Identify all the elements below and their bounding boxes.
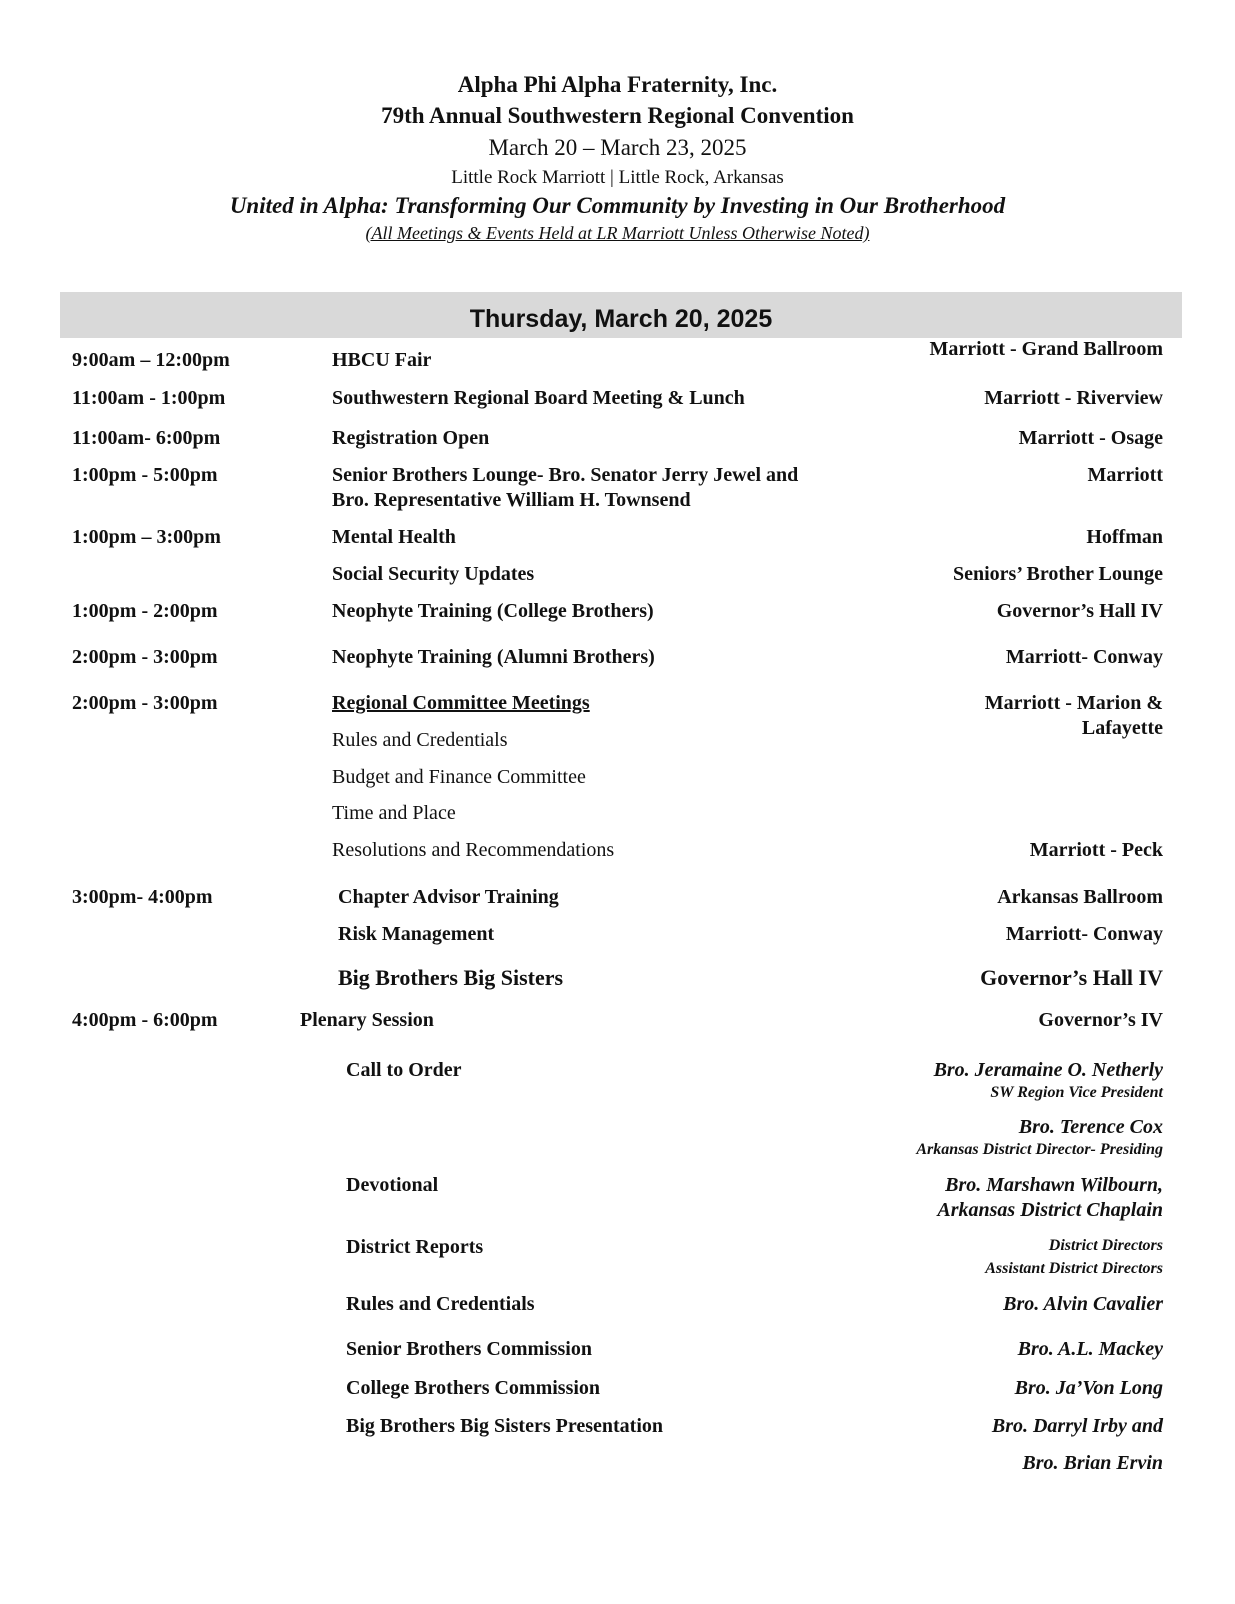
plenary-item: Devotional — [346, 1174, 439, 1196]
row-time: 1:00pm – 3:00pm — [72, 526, 221, 548]
plenary-presenter-line2: Arkansas District Chaplain — [937, 1199, 1163, 1221]
row-event-line1: Senior Brothers Lounge- Bro. Senator Jerry Jewel and — [332, 464, 799, 486]
row-time: 1:00pm - 5:00pm — [72, 464, 218, 486]
row-event: Risk Management — [338, 923, 495, 945]
row-event: Neophyte Training (Alumni Brothers) — [332, 646, 655, 668]
row-time: 11:00am - 1:00pm — [72, 387, 226, 409]
row-time: 9:00am – 12:00pm — [72, 349, 230, 371]
row-location-line2: Lafayette — [1081, 717, 1163, 739]
plenary-item: Rules and Credentials — [346, 1293, 535, 1315]
committee-item: Rules and Credentials — [332, 729, 508, 751]
plenary-presenter: Bro. Alvin Cavalier — [1003, 1293, 1163, 1315]
row-time: 11:00am- 6:00pm — [72, 427, 221, 449]
plenary-presenter-line1: Bro. Marshawn Wilbourn, — [945, 1174, 1163, 1196]
row-location: Marriott - Riverview — [984, 387, 1163, 409]
row-location: Hoffman — [1086, 526, 1163, 548]
plenary-item: District Reports — [346, 1236, 484, 1258]
row-event: Neophyte Training (College Brothers) — [332, 600, 654, 622]
row-event: Social Security Updates — [332, 563, 535, 585]
venue-note: (All Meetings & Events Held at LR Marriott Unless Otherwise Noted) — [365, 223, 870, 243]
row-event: Mental Health — [332, 526, 456, 548]
row-location: Arkansas Ballroom — [997, 886, 1163, 908]
plenary-presenter-role: Assistant District Directors — [985, 1260, 1163, 1277]
row-location-line1: Marriott - Marion & — [984, 692, 1163, 714]
row-location: Governor’s IV — [1038, 1009, 1163, 1031]
row-location: Governor’s Hall IV — [996, 600, 1163, 622]
row-location: Marriott- Conway — [1005, 646, 1163, 668]
plenary-item: Call to Order — [346, 1059, 462, 1081]
plenary-presenter: Bro. Darryl Irby and — [991, 1415, 1163, 1437]
row-time: 1:00pm - 2:00pm — [72, 600, 218, 622]
row-location: Seniors’ Brother Lounge — [952, 563, 1163, 585]
plenary-presenter: Bro. A.L. Mackey — [1017, 1338, 1163, 1360]
row-location: Governor’s Hall IV — [980, 965, 1163, 990]
row-location: Marriott - Peck — [1029, 839, 1163, 861]
convention-theme: United in Alpha: Transforming Our Community by Investing in Our Brotherhood — [229, 193, 1006, 218]
row-location: Marriott- Conway — [1005, 923, 1163, 945]
row-location: Marriott — [1087, 464, 1163, 486]
convention-dates: March 20 – March 23, 2025 — [488, 135, 747, 160]
plenary-item: Senior Brothers Commission — [346, 1338, 592, 1360]
row-time: 3:00pm- 4:00pm — [72, 886, 213, 908]
row-time: 2:00pm - 3:00pm — [72, 646, 218, 668]
row-event: HBCU Fair — [332, 349, 432, 371]
committee-item: Time and Place — [332, 802, 456, 824]
row-event: Chapter Advisor Training — [338, 886, 559, 908]
row-event: Registration Open — [332, 427, 490, 449]
plenary-presenter: Bro. Brian Ervin — [1022, 1452, 1163, 1474]
row-time: 4:00pm - 6:00pm — [72, 1009, 218, 1031]
row-event: Southwestern Regional Board Meeting & Lunch — [332, 387, 745, 409]
row-location: Marriott - Osage — [1018, 427, 1163, 449]
row-event: Big Brothers Big Sisters — [338, 965, 564, 990]
row-time: 2:00pm - 3:00pm — [72, 692, 218, 714]
plenary-presenter: Bro. Jeramaine O. Netherly — [933, 1059, 1163, 1081]
plenary-presenter-role: SW Region Vice President — [990, 1084, 1163, 1101]
plenary-item: Big Brothers Big Sisters Presentation — [346, 1415, 664, 1437]
committee-item: Budget and Finance Committee — [332, 766, 586, 788]
convention-title: 79th Annual Southwestern Regional Convention — [381, 103, 854, 128]
plenary-presenter: Bro. Ja’Von Long — [1014, 1377, 1163, 1399]
plenary-presenter: Bro. Terence Cox — [1018, 1116, 1163, 1138]
plenary-item: College Brothers Commission — [346, 1377, 601, 1399]
committee-item: Resolutions and Recommendations — [332, 839, 615, 861]
plenary-presenter-role: Arkansas District Director- Presiding — [916, 1141, 1163, 1158]
row-event: Plenary Session — [300, 1009, 434, 1031]
row-event-line2: Bro. Representative William H. Townsend — [332, 489, 691, 511]
row-event: Regional Committee Meetings — [332, 692, 590, 714]
org-title: Alpha Phi Alpha Fraternity, Inc. — [457, 72, 778, 97]
plenary-presenter-role: District Directors — [1048, 1237, 1163, 1254]
convention-venue: Little Rock Marriott | Little Rock, Arkansas — [451, 167, 784, 188]
day-title: Thursday, March 20, 2025 — [469, 305, 773, 333]
row-location: Marriott - Grand Ballroom — [929, 338, 1163, 360]
